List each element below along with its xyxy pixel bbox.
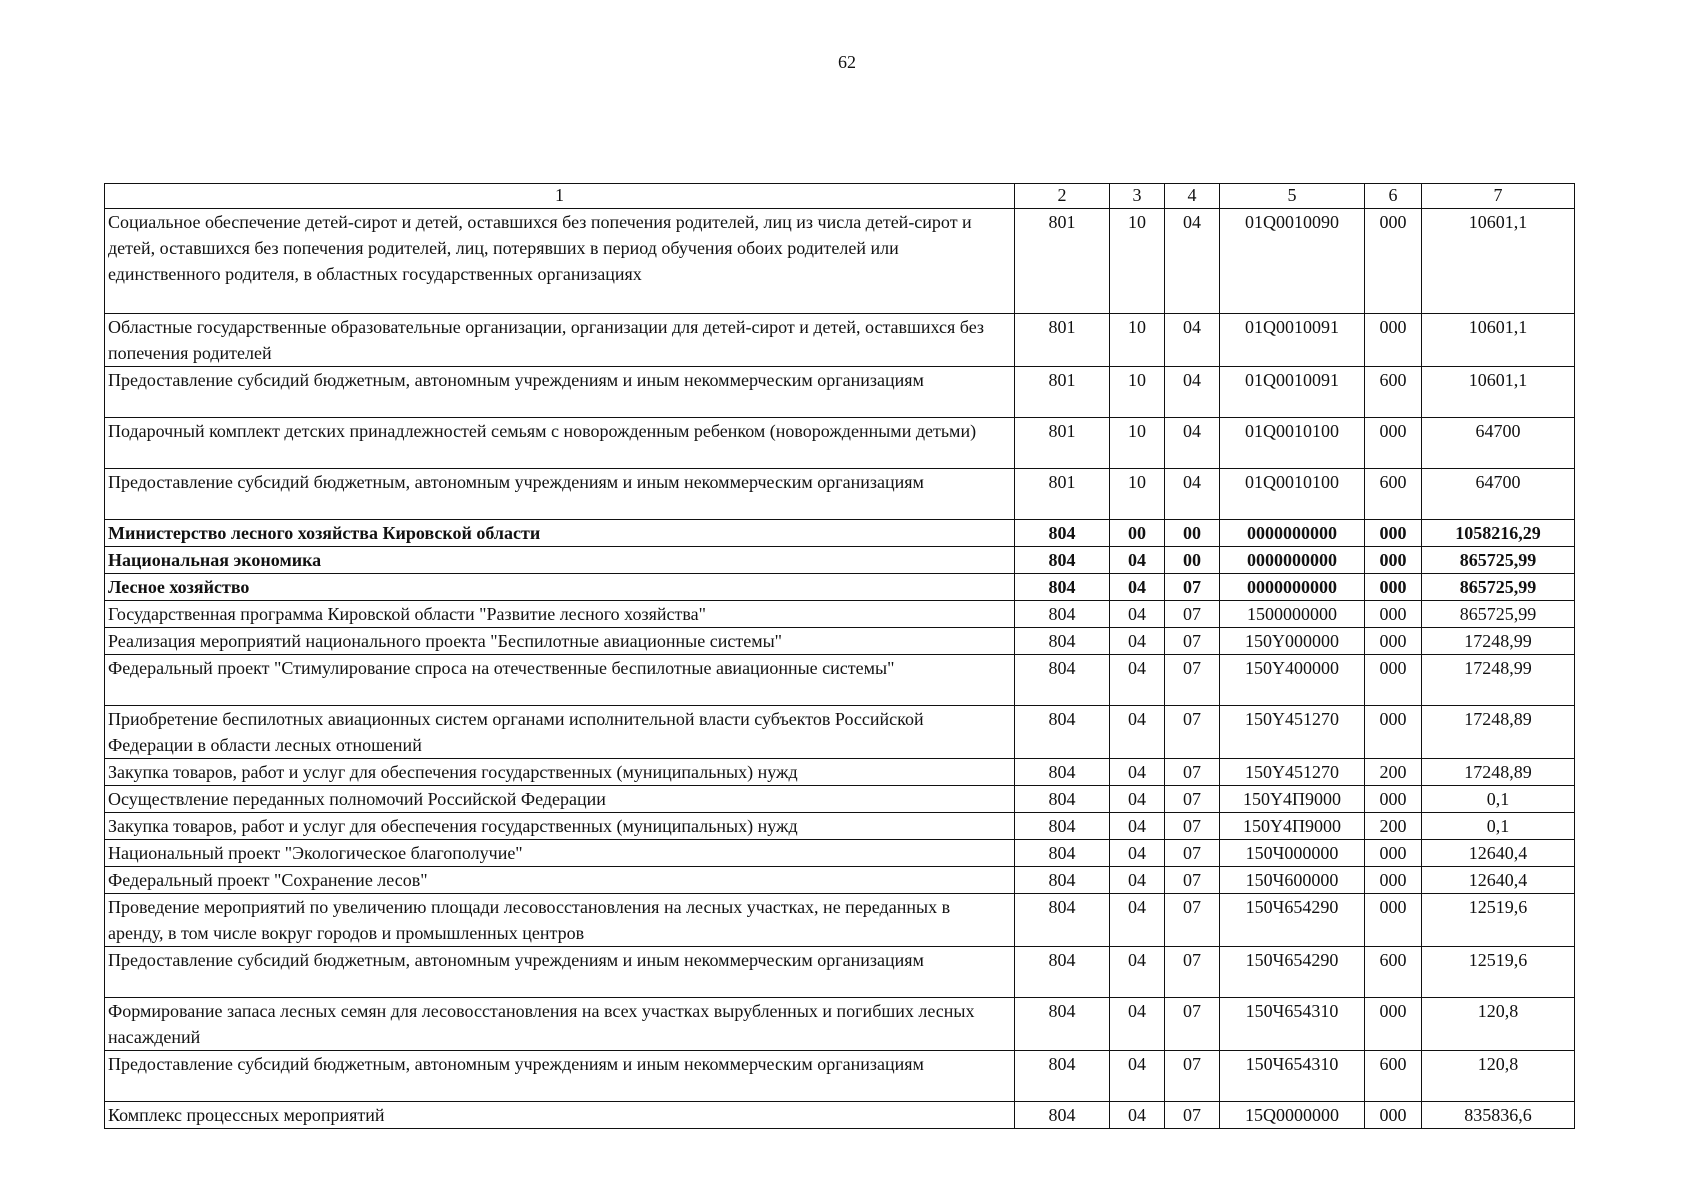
row-amount-cell: 17248,99 [1422, 628, 1575, 655]
row-target-article-cell: 150Ч000000 [1220, 840, 1365, 867]
row-ministry-code-cell: 804 [1015, 1102, 1110, 1129]
table-row [105, 469, 1575, 520]
column-header-6: 6 [1365, 184, 1422, 209]
row-target-article-cell: 1500000000 [1220, 601, 1365, 628]
row-subsection-code-cell: 07 [1165, 786, 1220, 813]
row-amount-cell: 10601,1 [1422, 314, 1575, 367]
row-target-article-cell: 15Q0000000 [1220, 1102, 1365, 1129]
row-expense-type-cell: 200 [1365, 759, 1422, 786]
table-row [105, 601, 1575, 628]
row-target-article-cell: 150Y400000 [1220, 655, 1365, 706]
row-name-cell: Социальное обеспечение детей-сирот и детей, оставшихся без попечения родителей, лиц из числа детей-сирот и детей, оставшихся без попечения родителей, лиц, потерявших в период обучения обоих родителей или единственного родителя, в областных государственных организациях [105, 209, 1015, 314]
row-ministry-code-cell: 804 [1015, 947, 1110, 998]
table-row [105, 209, 1575, 314]
row-name-cell: Федеральный проект "Стимулирование спроса на отечественные беспилотные авиационные системы" [105, 655, 1015, 706]
row-amount-cell: 865725,99 [1422, 574, 1575, 601]
row-ministry-code-cell: 804 [1015, 786, 1110, 813]
row-subsection-code-cell: 07 [1165, 655, 1220, 706]
row-section-code-cell: 04 [1110, 706, 1165, 759]
row-ministry-code-cell: 804 [1015, 628, 1110, 655]
table-row [105, 947, 1575, 998]
row-target-article-cell: 01Q0010091 [1220, 314, 1365, 367]
table-row [105, 367, 1575, 418]
row-amount-cell: 64700 [1422, 418, 1575, 469]
row-amount-cell: 12519,6 [1422, 894, 1575, 947]
row-ministry-code-cell: 804 [1015, 706, 1110, 759]
row-target-article-cell: 150Ч654290 [1220, 894, 1365, 947]
row-section-code-cell: 00 [1110, 520, 1165, 547]
row-ministry-code-cell: 804 [1015, 867, 1110, 894]
row-subsection-code-cell: 04 [1165, 469, 1220, 520]
row-section-code-cell: 10 [1110, 367, 1165, 418]
budget-table [104, 183, 1575, 1129]
table-row [105, 867, 1575, 894]
row-expense-type-cell: 000 [1365, 601, 1422, 628]
row-amount-cell: 120,8 [1422, 1051, 1575, 1102]
row-section-code-cell: 04 [1110, 547, 1165, 574]
row-subsection-code-cell: 07 [1165, 1102, 1220, 1129]
row-subsection-code-cell: 00 [1165, 520, 1220, 547]
row-expense-type-cell: 000 [1365, 894, 1422, 947]
row-subsection-code-cell: 07 [1165, 628, 1220, 655]
row-section-code-cell: 10 [1110, 314, 1165, 367]
row-expense-type-cell: 000 [1365, 1102, 1422, 1129]
row-expense-type-cell: 600 [1365, 367, 1422, 418]
row-expense-type-cell: 600 [1365, 469, 1422, 520]
row-subsection-code-cell: 07 [1165, 867, 1220, 894]
column-header-3: 3 [1110, 184, 1165, 209]
table-row [105, 418, 1575, 469]
row-ministry-code-cell: 804 [1015, 574, 1110, 601]
row-ministry-code-cell: 801 [1015, 469, 1110, 520]
row-section-code-cell: 04 [1110, 1051, 1165, 1102]
row-section-code-cell: 04 [1110, 867, 1165, 894]
row-amount-cell: 12640,4 [1422, 840, 1575, 867]
row-subsection-code-cell: 07 [1165, 601, 1220, 628]
row-subsection-code-cell: 07 [1165, 947, 1220, 998]
row-subsection-code-cell: 07 [1165, 840, 1220, 867]
row-target-article-cell: 150Y451270 [1220, 706, 1365, 759]
column-header-2: 2 [1015, 184, 1110, 209]
row-ministry-code-cell: 801 [1015, 367, 1110, 418]
row-expense-type-cell: 000 [1365, 628, 1422, 655]
table-row [105, 706, 1575, 759]
table-row [105, 840, 1575, 867]
table-row [105, 998, 1575, 1051]
row-amount-cell: 12519,6 [1422, 947, 1575, 998]
row-name-cell: Национальный проект "Экологическое благополучие" [105, 840, 1015, 867]
row-name-cell: Государственная программа Кировской области "Развитие лесного хозяйства" [105, 601, 1015, 628]
table-row [105, 655, 1575, 706]
row-ministry-code-cell: 801 [1015, 314, 1110, 367]
table-row [105, 574, 1575, 601]
row-section-code-cell: 04 [1110, 1102, 1165, 1129]
row-amount-cell: 12640,4 [1422, 867, 1575, 894]
row-section-code-cell: 04 [1110, 574, 1165, 601]
row-target-article-cell: 0000000000 [1220, 547, 1365, 574]
row-subsection-code-cell: 04 [1165, 367, 1220, 418]
row-expense-type-cell: 000 [1365, 418, 1422, 469]
column-header-5: 5 [1220, 184, 1365, 209]
row-name-cell: Реализация мероприятий национального проекта "Беспилотные авиационные системы" [105, 628, 1015, 655]
row-target-article-cell: 150Y000000 [1220, 628, 1365, 655]
row-name-cell: Министерство лесного хозяйства Кировской области [105, 520, 1015, 547]
row-amount-cell: 17248,99 [1422, 655, 1575, 706]
table-row [105, 314, 1575, 367]
row-amount-cell: 10601,1 [1422, 367, 1575, 418]
row-target-article-cell: 0000000000 [1220, 520, 1365, 547]
page-number: 62 [838, 52, 856, 72]
row-ministry-code-cell: 804 [1015, 759, 1110, 786]
row-expense-type-cell: 000 [1365, 209, 1422, 314]
row-expense-type-cell: 000 [1365, 840, 1422, 867]
row-expense-type-cell: 000 [1365, 706, 1422, 759]
row-ministry-code-cell: 804 [1015, 601, 1110, 628]
row-subsection-code-cell: 07 [1165, 1051, 1220, 1102]
row-amount-cell: 0,1 [1422, 813, 1575, 840]
row-expense-type-cell: 200 [1365, 813, 1422, 840]
row-expense-type-cell: 600 [1365, 947, 1422, 998]
row-target-article-cell: 01Q0010100 [1220, 469, 1365, 520]
row-expense-type-cell: 000 [1365, 574, 1422, 601]
row-name-cell: Формирование запаса лесных семян для лесовосстановления на всех участках вырубленных и погибших лесных насаждений [105, 998, 1015, 1051]
row-section-code-cell: 04 [1110, 947, 1165, 998]
row-amount-cell: 10601,1 [1422, 209, 1575, 314]
row-target-article-cell: 150Ч654310 [1220, 998, 1365, 1051]
row-target-article-cell: 01Q0010100 [1220, 418, 1365, 469]
row-target-article-cell: 0000000000 [1220, 574, 1365, 601]
row-expense-type-cell: 000 [1365, 867, 1422, 894]
table-row [105, 547, 1575, 574]
row-subsection-code-cell: 00 [1165, 547, 1220, 574]
table-row [105, 894, 1575, 947]
table-header-row [105, 184, 1575, 209]
row-ministry-code-cell: 804 [1015, 840, 1110, 867]
row-ministry-code-cell: 804 [1015, 998, 1110, 1051]
row-name-cell: Предоставление субсидий бюджетным, автономным учреждениям и иным некоммерческим организациям [105, 947, 1015, 998]
row-subsection-code-cell: 07 [1165, 813, 1220, 840]
row-ministry-code-cell: 804 [1015, 520, 1110, 547]
row-section-code-cell: 10 [1110, 418, 1165, 469]
table-row [105, 786, 1575, 813]
row-section-code-cell: 04 [1110, 786, 1165, 813]
table-body [105, 209, 1575, 1129]
row-amount-cell: 0,1 [1422, 786, 1575, 813]
row-section-code-cell: 04 [1110, 894, 1165, 947]
row-target-article-cell: 01Q0010090 [1220, 209, 1365, 314]
row-section-code-cell: 10 [1110, 209, 1165, 314]
row-amount-cell: 17248,89 [1422, 759, 1575, 786]
table-row [105, 1051, 1575, 1102]
row-subsection-code-cell: 07 [1165, 894, 1220, 947]
row-target-article-cell: 150Ч654310 [1220, 1051, 1365, 1102]
row-target-article-cell: 150Y4П9000 [1220, 813, 1365, 840]
row-name-cell: Приобретение беспилотных авиационных систем органами исполнительной власти субъектов Российской Федерации в области лесных отношений [105, 706, 1015, 759]
row-ministry-code-cell: 801 [1015, 418, 1110, 469]
row-name-cell: Предоставление субсидий бюджетным, автономным учреждениям и иным некоммерческим организациям [105, 367, 1015, 418]
row-section-code-cell: 04 [1110, 813, 1165, 840]
row-section-code-cell: 04 [1110, 998, 1165, 1051]
row-section-code-cell: 04 [1110, 655, 1165, 706]
row-name-cell: Закупка товаров, работ и услуг для обеспечения государственных (муниципальных) нужд [105, 759, 1015, 786]
row-ministry-code-cell: 804 [1015, 547, 1110, 574]
row-section-code-cell: 04 [1110, 759, 1165, 786]
row-name-cell: Федеральный проект "Сохранение лесов" [105, 867, 1015, 894]
row-name-cell: Предоставление субсидий бюджетным, автономным учреждениям и иным некоммерческим организациям [105, 1051, 1015, 1102]
row-ministry-code-cell: 801 [1015, 209, 1110, 314]
row-subsection-code-cell: 07 [1165, 998, 1220, 1051]
row-ministry-code-cell: 804 [1015, 894, 1110, 947]
row-ministry-code-cell: 804 [1015, 813, 1110, 840]
row-name-cell: Осуществление переданных полномочий Российской Федерации [105, 786, 1015, 813]
row-subsection-code-cell: 04 [1165, 209, 1220, 314]
row-target-article-cell: 150Y451270 [1220, 759, 1365, 786]
row-amount-cell: 64700 [1422, 469, 1575, 520]
row-ministry-code-cell: 804 [1015, 1051, 1110, 1102]
table-row [105, 520, 1575, 547]
table-row [105, 759, 1575, 786]
row-expense-type-cell: 600 [1365, 1051, 1422, 1102]
row-subsection-code-cell: 07 [1165, 706, 1220, 759]
row-amount-cell: 865725,99 [1422, 601, 1575, 628]
row-expense-type-cell: 000 [1365, 520, 1422, 547]
row-target-article-cell: 01Q0010091 [1220, 367, 1365, 418]
row-name-cell: Национальная экономика [105, 547, 1015, 574]
column-header-1: 1 [105, 184, 1015, 209]
row-expense-type-cell: 000 [1365, 314, 1422, 367]
row-expense-type-cell: 000 [1365, 786, 1422, 813]
row-section-code-cell: 10 [1110, 469, 1165, 520]
row-expense-type-cell: 000 [1365, 547, 1422, 574]
row-amount-cell: 865725,99 [1422, 547, 1575, 574]
table-row [105, 813, 1575, 840]
row-subsection-code-cell: 04 [1165, 418, 1220, 469]
row-expense-type-cell: 000 [1365, 998, 1422, 1051]
row-name-cell: Закупка товаров, работ и услуг для обеспечения государственных (муниципальных) нужд [105, 813, 1015, 840]
row-subsection-code-cell: 04 [1165, 314, 1220, 367]
row-subsection-code-cell: 07 [1165, 759, 1220, 786]
row-expense-type-cell: 000 [1365, 655, 1422, 706]
column-header-7: 7 [1422, 184, 1575, 209]
row-name-cell: Лесное хозяйство [105, 574, 1015, 601]
table-row [105, 1102, 1575, 1129]
row-target-article-cell: 150Ч600000 [1220, 867, 1365, 894]
row-amount-cell: 17248,89 [1422, 706, 1575, 759]
row-target-article-cell: 150Y4П9000 [1220, 786, 1365, 813]
row-section-code-cell: 04 [1110, 601, 1165, 628]
row-subsection-code-cell: 07 [1165, 574, 1220, 601]
table-row [105, 628, 1575, 655]
row-amount-cell: 1058216,29 [1422, 520, 1575, 547]
row-name-cell: Подарочный комплект детских принадлежностей семьям с новорожденным ребенком (новорожденными детьми) [105, 418, 1015, 469]
row-amount-cell: 120,8 [1422, 998, 1575, 1051]
row-section-code-cell: 04 [1110, 840, 1165, 867]
row-target-article-cell: 150Ч654290 [1220, 947, 1365, 998]
column-header-4: 4 [1165, 184, 1220, 209]
row-name-cell: Комплекс процессных мероприятий [105, 1102, 1015, 1129]
row-name-cell: Областные государственные образовательные организации, организации для детей-сирот и детей, оставшихся без попечения родителей [105, 314, 1015, 367]
row-name-cell: Предоставление субсидий бюджетным, автономным учреждениям и иным некоммерческим организациям [105, 469, 1015, 520]
row-ministry-code-cell: 804 [1015, 655, 1110, 706]
row-section-code-cell: 04 [1110, 628, 1165, 655]
row-name-cell: Проведение мероприятий по увеличению площади лесовосстановления на лесных участках, не переданных в аренду, в том числе вокруг городов и промышленных центров [105, 894, 1015, 947]
row-amount-cell: 835836,6 [1422, 1102, 1575, 1129]
